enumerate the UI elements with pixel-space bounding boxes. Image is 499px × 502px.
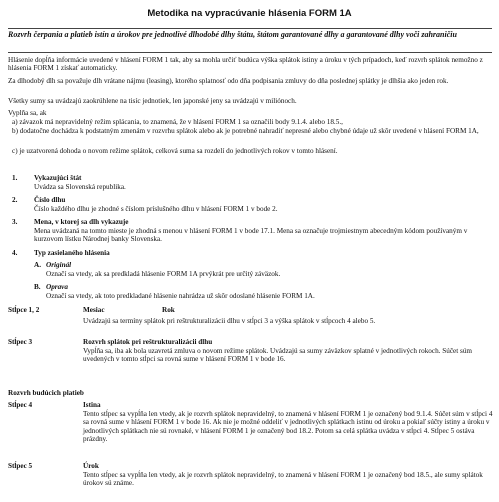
column-5-label: Stĺpec 5 — [8, 462, 33, 470]
column-5-head: Úrok — [83, 462, 99, 470]
condition-c: c) je uzatvorená dohoda o novom režime splátok, celková suma sa rozdelí do jednotlivých rokov v tomto hlásení. — [12, 147, 338, 155]
item-2-text: Číslo každého dlhu je zhodné s číslom príslušného dlhu v hlásení FORM 1 v bode 2. — [34, 205, 278, 213]
column-1-2-text: Uvádzajú sa termíny splátok pri reštrukturalizácii dlhu v stĺpci 3 a výška splátok v stĺpcoch 4 alebo 5. — [83, 317, 376, 325]
intro-paragraph-2: Za dlhodobý dlh sa považuje dlh vrátane nájmu (leasing), ktorého splatnosť odo dňa podpisania zmluvy do dňa poslednej splátky je dlhšia ako jeden rok. — [8, 77, 449, 85]
column-3-label: Stĺpec 3 — [8, 338, 33, 346]
column-5-text: Tento stĺpec sa vypĺňa len vtedy, ak je rozvrh splátok nepravidelný, to znamená v hlásení FORM 1 je označený bod 18.5., ale sumy splátok úrokov sú známe. — [83, 471, 483, 488]
column-4-head: Istina — [83, 401, 101, 409]
subitem-a-text: Označí sa vtedy, ak sa predkladá hlásenie FORM 1A prvýkrát pre určitý záväzok. — [46, 270, 281, 278]
intro-paragraph-1: Hlásenie dopĺňa informácie uvedené v hlásení FORM 1 tak, aby sa mohla určiť budúca výška splátok istiny a úroku v tých prípadoch, keď rozvrh splátok nemožno z hlásenia FORM 1 získať automaticky. — [8, 56, 483, 73]
item-2-number: 2. — [12, 196, 18, 204]
item-3-number: 3. — [12, 218, 18, 226]
intro-paragraph-3: Všetky sumy sa uvádzajú zaokrúhlene na tisíc jednotiek, len japonské jeny sa uvádzajú v miliónoch. — [8, 97, 297, 105]
top-rule — [8, 28, 492, 29]
intro-paragraph-4: Vyplňa sa, ak — [8, 109, 47, 117]
section-heading: Rozvrh čerpania a platieb istín a úrokov pre jednotlivé dlhodobé dlhy štátu, štátom garantované dlhy a garantované dlhy voči zahraničiu — [8, 30, 457, 39]
section-rule — [8, 52, 492, 53]
future-payments-heading: Rozvrh budúcich platieb — [8, 389, 84, 397]
item-1-number: 1. — [12, 174, 18, 182]
item-1-text: Uvádza sa Slovenská republika. — [34, 183, 126, 191]
column-4-text: Tento stĺpec sa vypĺňa len vtedy, ak je rozvrh splátok nepravidelný, to znamená v hlásení FORM 1 je označený bod 9.1.4. Súčet súm v stĺpci 4 sa rovná sume v hlásení FORM 1 v bode 16. Ak nie je možné oddeliť v jednotlivých splátkach istinu od úroku a pokiaľ súčty istiny a úroku v jednotlivých splátkach nie sú rovnaké, v hlásení FORM 1 je označený bod 18.2. Potom sa celá splátka uvádza v stĺpci 4. Stĺpec 5 ostáva prázdny. — [83, 410, 493, 444]
column-4-label: Stĺpec 4 — [8, 401, 33, 409]
item-4-label: Typ zasielaného hlásenia — [34, 249, 110, 257]
column-1-2-label: Stĺpce 1, 2 — [8, 306, 40, 314]
item-1-label: Vykazujúci štát — [34, 174, 82, 182]
item-3-label: Mena, v ktorej sa dlh vykazuje — [34, 218, 129, 226]
condition-a: a) závazok má nepravidelný režim splácania, to znamená, že v hlásení FORM 1 sa označili body 9.1.4. alebo 18.5., — [12, 118, 343, 126]
subitem-b-letter: B. — [34, 283, 41, 291]
subitem-b-text: Označí sa vtedy, ak toto predkladané hlásenie nahrádza už skôr odoslané hlásenie FORM 1A. — [46, 292, 315, 300]
item-2-label: Číslo dlhu — [34, 196, 66, 204]
column-1-2-month-head: Mesiac — [83, 306, 105, 314]
subitem-b-label: Oprava — [46, 283, 68, 291]
condition-b: b) dodatočne dochádza k podstatným zmenám v rozvrhu splátok alebo ak je potrebné nahradiť nepresné alebo chybné údaje už skôr uvedené v hlásení FORM 1A, — [12, 127, 479, 135]
item-3-text: Mena uvádzaná na tomto mieste je zhodná s menou v hlásení FORM 1 v bode 17.1. Mena sa označuje trojmiestnym abecedným kódom používaným v kurzovom lístku Národnej banky Slovenska. — [34, 227, 468, 244]
document-title: Metodika na vypracúvanie hlásenia FORM 1A — [147, 8, 352, 19]
column-3-head: Rozvrh splátok pri reštrukturalizácii dlhu — [83, 338, 213, 346]
subitem-a-label: Originál — [46, 261, 72, 269]
item-4-number: 4. — [12, 249, 18, 257]
column-1-2-year-head: Rok — [162, 306, 175, 314]
column-3-text: Vypĺňa sa, iba ak bola uzavretá zmluva o novom režime splátok. Uvádzajú sa sumy záväzkov splatné v jednotlivých rokoch. Súčet súm uvedených v tomto stĺpci sa rovná sume v hlásení FORM 1 v bode 16. — [83, 347, 473, 364]
subitem-a-letter: A. — [34, 261, 41, 269]
